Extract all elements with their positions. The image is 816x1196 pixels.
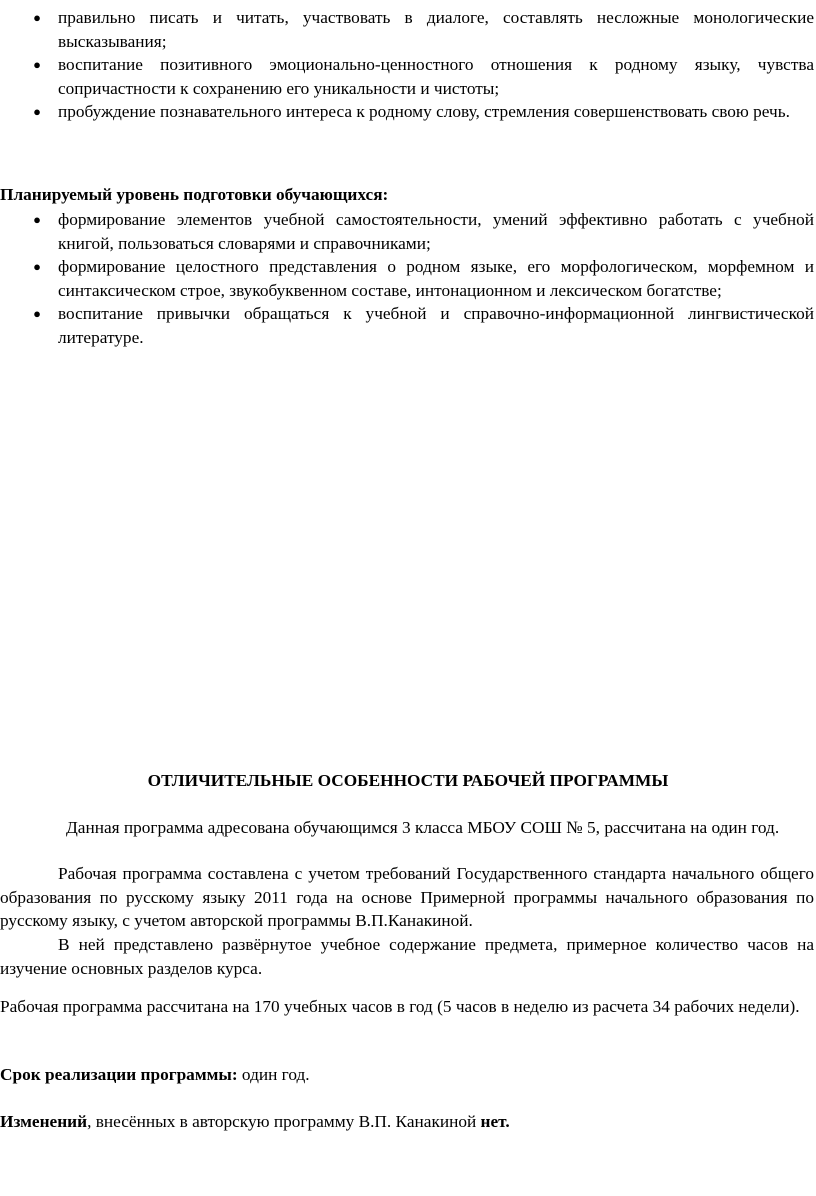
section-title: ОТЛИЧИТЕЛЬНЫЕ ОСОБЕННОСТИ РАБОЧЕЙ ПРОГРАММЫ <box>147 771 669 790</box>
planned-level-list <box>0 208 816 349</box>
paragraph-composed: Рабочая программа составлена с учетом требований Государственного стандарта начального общего образования по русскому языку 2011 года на основе Примерной программы начального образования по русскому языку, с учетом авторской программы В.П.Канакиной. <box>0 864 814 930</box>
list-item: ● формирование целостного представления о родном языке, его морфологическом, морфемном и синтаксическом строе, звукобуквенном составе, интонационном и лексическом богатстве; <box>0 255 816 302</box>
list-item: ● воспитание позитивного эмоционально-ценностного отношения к родному языку, чувства сопричастности к сохранению его уникальности и чистоты; <box>0 53 816 100</box>
term-label: Срок реализации программы: <box>0 1065 238 1084</box>
list-item: ● формирование элементов учебной самостоятельности, умений эффективно работать с учебной книгой, пользоваться словарями и справочниками; <box>0 208 816 255</box>
goals-list <box>0 6 816 124</box>
bullet-icon: ● <box>33 306 41 321</box>
changes-line <box>0 1110 814 1134</box>
paragraph-content: В ней представлено развёрнутое учебное содержание предмета, примерное количество часов на изучение основных разделов курса. <box>0 935 814 978</box>
bullet-icon: ● <box>33 104 41 119</box>
list-item: ● правильно писать и читать, участвовать в диалоге, составлять несложные монологические высказывания; <box>0 6 816 53</box>
changes-label: Изменений <box>0 1112 88 1131</box>
bullet-icon: ● <box>33 212 41 227</box>
bullet-icon: ● <box>33 259 41 274</box>
term-line <box>0 1063 814 1087</box>
paragraph-hours: Рабочая программа рассчитана на 170 учебных часов в год (5 часов в неделю из расчета 34 рабочих недели). <box>0 997 800 1016</box>
planned-level-heading: Планируемый уровень подготовки обучающихся: <box>0 185 389 204</box>
list-item: ● пробуждение познавательного интереса к родному слову, стремления совершенствовать свою речь. <box>0 100 816 124</box>
changes-end: нет. <box>480 1112 510 1131</box>
bullet-icon: ● <box>33 57 41 72</box>
changes-middle: , внесённых в авторскую программу В.П. Канакиной <box>87 1112 481 1131</box>
bullet-icon: ● <box>33 10 41 25</box>
paragraph-addressed: Данная программа адресована обучающимся 3 класса МБОУ СОШ № 5, рассчитана на один год. <box>66 818 780 837</box>
term-value: один год. <box>237 1065 310 1084</box>
list-item: ● воспитание привычки обращаться к учебной и справочно-информационной лингвистической литературе. <box>0 302 816 349</box>
